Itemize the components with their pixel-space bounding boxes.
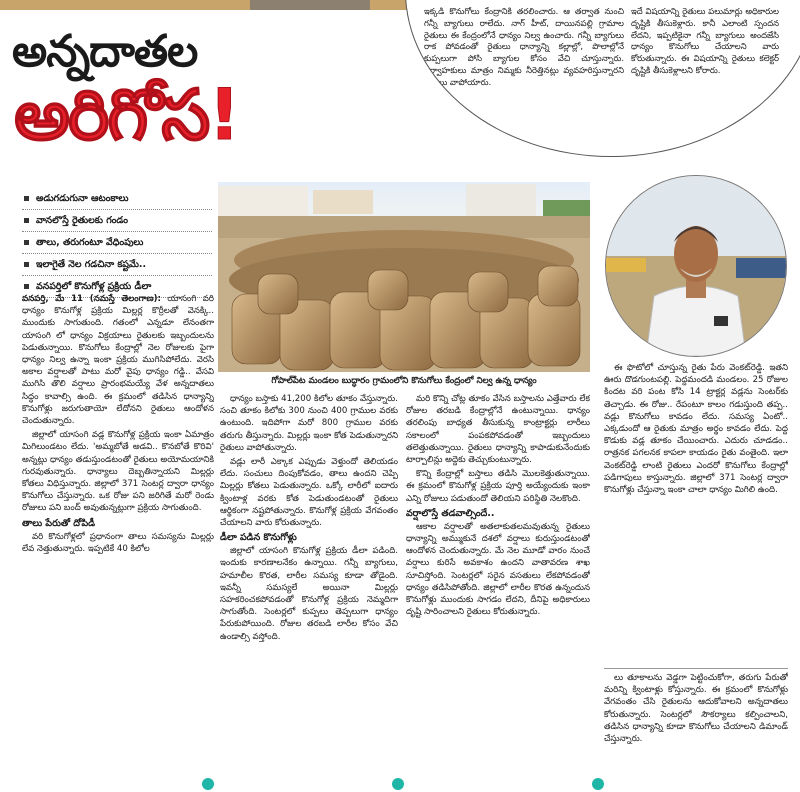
- highlight-item: అడుగడుగునా ఆటంకాలు: [22, 188, 212, 210]
- highlight-item: వనపర్తిలో కొనుగోళ్ల ప్రక్రియ డీలా: [22, 276, 212, 298]
- article-column-2: [220, 393, 398, 788]
- farmer-portrait: [605, 175, 787, 357]
- top-photo-strip: [0, 0, 420, 10]
- article-column-1: [22, 293, 214, 751]
- grain-sacks-illustration: [218, 182, 590, 372]
- article-column-4: [604, 362, 788, 662]
- grain-sacks-photo: [218, 182, 590, 372]
- headline-line-1: అన్నదాతల: [12, 26, 198, 77]
- col1-para-1: యాసంగి వరి ధాన్యం కొనుగోళ్ల ప్రక్రియ మిల్లర్ల కొర్రీలతో వెనక్కి.. ముందుకు సాగుతుంది. గతంలో ఎన్నడూ లేనంతగా యాసంగి లో ధాన్యం విక్రయాలు రైతులకు ఇబ్బందులను పెడుతున్నాయి. కొనుగోలు కేంద్రాల్లో నెల రోజులకు పైగా ధాన్యం నిల్వ ఉన్నా ఇంకా ప్రక్రియ ముగిసిపోలేదు. వెరసి అకాల వర్షాలతో పాటు మరో వైపు ధాన్యం గడ్డి.. వేసవి ముగిసి తొలి వర్షాలు ప్రారంభమయ్యే వేళ అన్నదాతలు సిద్ధం కావాల్సి ఉంది. ఈ క్రమంలో తడిసిన ధాన్యాన్ని కొనుగోళ్లు జరుగుతాయో లేదోనని రైతులు ఆందోళన చెందుతున్నారు.: [22, 294, 214, 427]
- col2-para-1: ధాన్యం బస్తాకు 41,200 కిలోల తూకం వేస్తున్నారు. సంచి తూకం కిలోకు 300 నుంచి 400 గ్రాముల వరకు ఉంటుంది. ఇదిపోగా మరో 800 గ్రాముల వరకు తరుగు తీస్తున్నారు. మిల్లర్లు ఇంకా కోత పెడుతున్నారని రైతులు వాపోతున్నారు.: [220, 394, 398, 453]
- headline-line-2: అరిగోస!: [14, 74, 239, 156]
- circle-text-column-1: ఇక్కడి కొనుగోలు కేంద్రానికి తరలించారు. ఆ తర్వాత నుంచి గన్నీ బ్యాగులు రాలేదు. నాగ్‌ హీట్‌, దాయినపల్లి గ్రామాల రైతులు ఈ కేంద్రంలోనే ధాన్యం నిల్వ ఉంచారు. గన్నీ బ్యాగులు రాక పోవడంతో రైతులు ధాన్యాన్ని కల్లాల్లో, పొలాల్లోనే కుప్పలుగా పోసి బ్యాగుల కోసం వేచి చూస్తున్నారు. నిర్వాహకులు మాత్రం నిమ్మకు నీరెత్తినట్లు వ్యవహరిస్తున్నారని రైతులు వాపోయారు.: [424, 6, 624, 87]
- col1-para-2: జిల్లాలో యాసంగి వడ్ల కొనుగోళ్ల ప్రక్రియ ఇంకా ఏమాత్రం మిగిలుండటం లేదు. 'అమ్మబోతే అడవి.. కొనబోతే కొరివి' అన్నట్లు ధాన్యం తడుస్తుండటంతో రైతులు అయోమయానికి గురవుతున్నారు. ధాన్యాలు దెబ్బతిన్నాయని మిల్లర్లు కోతలు విధిస్తున్నారు. జిల్లాలో 371 సెంటర్ల ద్వారా ధాన్యం కొనుగోలు చేస్తున్నారు. ఒక రోజు పని జరిగితే మరో రెండు రోజులు పని బంద్‌ అవుతున్నట్లుగా ప్రక్రియ సాగుతుంది.: [22, 430, 214, 514]
- col3-para-2: కొన్ని కేంద్రాల్లో బస్తాలు తడిసి మొలకెత్తుతున్నాయి. ఈ క్రమంలో కొనుగోళ్ల ప్రక్రియ పూర్తి అయ్యేందుకు ఇంకా ఎన్ని రోజులు పడుతుందో తెలియని పరిస్థితి నెలకొంది.: [406, 469, 590, 504]
- photo-caption: గోపాల్‌పేట మండలం బుద్ధారం గ్రామంలోని కొనుగోలు కేంద్రంలో నిల్వ ఉన్న ధాన్యం: [271, 376, 537, 386]
- col3-para-3: ఆకాల వర్షాలతో అతలాకుతలమవుతున్న రైతులు ధాన్యాన్ని అమ్ముకునే దశలో వర్షాలు కురుస్తుండటంతో ఆందోళన చెందుతున్నారు. మే నెల మూడో వారం నుంచే వర్షాలు కురిసే అవకాశం ఉందని వాతావరణ శాఖ సూచిస్తోంది. సెంటర్లలో సరైన వసతులు లేకపోవడంతో ధాన్యం తడిసిపోతోంది. జిల్లాలో లారీల కొరత ఉన్నందున కొనుగోళ్లు ముందుకు సాగడం లేదని, దీనిపై అధికారులు దృష్టి సారించాలని రైతులు కోరుతున్నారు.: [406, 521, 590, 618]
- column-divider: [604, 668, 788, 669]
- col3-para-1: మరి కొన్ని చోట్ల తూకం వేసిన బస్తాలను ఎత్తేవారు లేక రోజుల తరబడి కేంద్రాల్లోనే ఉంటున్నాయి. ధాన్యం తరలింపు బాధ్యత తీసుకున్న కాంట్రాక్టర్లు లారీలు సకాలంలో పంపకపోవడంతో ఇబ్బందులు తలెత్తుతున్నాయి. రైతులు ధాన్యాన్ని కాపాడుకునేందుకు టార్పాలిన్లు అద్దెకు తెచ్చుకుంటున్నారు.: [406, 394, 590, 466]
- highlight-item: ఇలాగైతే నెల గడచినా కష్టమే..: [22, 254, 212, 276]
- subhead-tallu: తాలు పేరుతో దోపిడీ: [22, 517, 96, 529]
- dateline: వనపర్తి, మే 11 (నమస్తే తెలంగాణ):: [22, 294, 161, 304]
- col2-para-2: వడ్లు లారీ ఎక్కాక ఎప్పుడు వెళ్తుందో తెలియడం లేదు. సంచులు దింపుకోవడం, తాలు ఉందని చెప్పి మిల్లర్లు కోతలు పెడుతున్నారు. ఒక్కో లారీలో ఐదారు క్వింటాళ్ల వరకు కోత పెడుతుండటంతో రైతులు ఆర్థికంగా నష్టపోతున్నారు. కొనుగోళ్ల ప్రక్రియ వేగవంతం చేయాలని వారు కోరుతున్నారు.: [220, 457, 398, 529]
- subhead-rains: వర్షాలొస్తే తడవాల్సిందే..: [406, 507, 495, 519]
- col1-para-3: వరి కొనుగోళ్లలో ప్రధానంగా తాలు సమస్యను మిల్లర్లు లేవ నెత్తుతున్నారు. ఇప్పటికే 40 కిలోల: [22, 531, 214, 554]
- footer-dot: [202, 778, 214, 790]
- col4-para-1: ఈ ఫొటోలో చూస్తున్న రైతు పేరు వెంకట్‌రెడ్డి. ఇతని ఊరు దొడగుంటపల్లి. పెద్దమందడి మండలం. 25 రోజుల కిందట వరి పంట కోసి 14 ట్రాక్టర్ల వడ్లను సెంటర్‌కు తెచ్చాడు. ఈ రోజు.. రేపంటూ కాలం గడుస్తుంది తప్ప.. వడ్లు కొనుగోలు కావడం లేదు. సమస్య ఏంటో.. ఎక్కడుందో ఆ రైతుకు మాత్రం అర్థం కావడం లేదు. పెద్ద కొడుకు వడ్ల తూకం చేయించారు. ఎదురు చూడడం.. రాత్రనక పగలనక కాపలా కాయడం రైతు వంతైంది. ఇలా వెంకట్‌రెడ్డి లాంటి రైతులు ఎందరో కొనుగోలు కేంద్రాల్లో పడిగాపులు కాస్తున్నారు. జిల్లాలో 371 సెంటర్ల ద్వారా కొనుగోళ్లు చేస్తున్నా ఇంకా చాలా ధాన్యం మిగిలి ఉంది.: [604, 363, 788, 496]
- highlight-item: వానలొస్తే రైతులకు గండం: [22, 210, 212, 232]
- col4-para-2: లు తూకాలను వెడ్డగా పెట్టించుకోగా, తరుగు పేరుతో మరిన్ని క్వింటాళ్లు కోస్తున్నారు. ఈ క్రమంలో కొనుగోళ్లు వేగవంతం చేసి రైతులను ఆదుకోవాలని అన్నదాతలు కోరుతున్నారు. సెంటర్లలో సౌకర్యాలు కల్పించాలని, తడిసిన ధాన్యాన్ని కూడా కొనుగోలు చేయాలని డిమాండ్‌ చేస్తున్నారు.: [604, 673, 788, 745]
- article-column-3: [406, 393, 590, 788]
- col2-para-3: జిల్లాలో యాసంగి కొనుగోళ్ల ప్రక్రియ డీలా పడింది. ఇందుకు కారణాలనేకం ఉన్నాయి. గన్నీ బ్యాగులు, హమాలీల కొరత, లారీల సమస్య కూడా తోడైంది. ఇవన్నీ సమస్యలే అయినా మిల్లర్లు సహకరించకపోవడంతో కొనుగోళ్ల ప్రక్రియ నెమ్మదిగా సాగుతోంది. సెంటర్లలో కుప్పలు తెప్పలుగా ధాన్యం పేరుకుపోయింది. రోజుల తరబడి లారీల కోసం వేచి ఉండాల్సి వస్తోంది.: [220, 546, 398, 642]
- subhead-purchases: డీలా పడిన కొనుగోళ్లు: [220, 532, 297, 544]
- circle-text-column-2: ఇదే విషయాన్ని రైతులు పలుమార్లు అధికారుల దృష్టికి తీసుకెళ్లారు. కానీ ఎలాంటి స్పందన లేదని, ఇప్పటికైనా గన్నీ బ్యాగులు అందజేసి ధాన్యం కొనుగోలు చేయాలని వారు కోరుతున్నారు. ఈ విషయాన్ని రైతులు కలెక్టర్‌ దృష్టికి తీసుకెళ్లాలని కోరారు.: [631, 6, 779, 75]
- farmer-illustration: [606, 176, 786, 356]
- footer-dot: [592, 778, 604, 790]
- article-column-4-continued: [604, 672, 788, 784]
- highlights-list: [22, 188, 212, 298]
- footer-dot: [392, 778, 404, 790]
- continuation-circle: [405, 0, 800, 157]
- highlight-item: తాలు, తరుగంటూ వేధింపులు: [22, 232, 212, 254]
